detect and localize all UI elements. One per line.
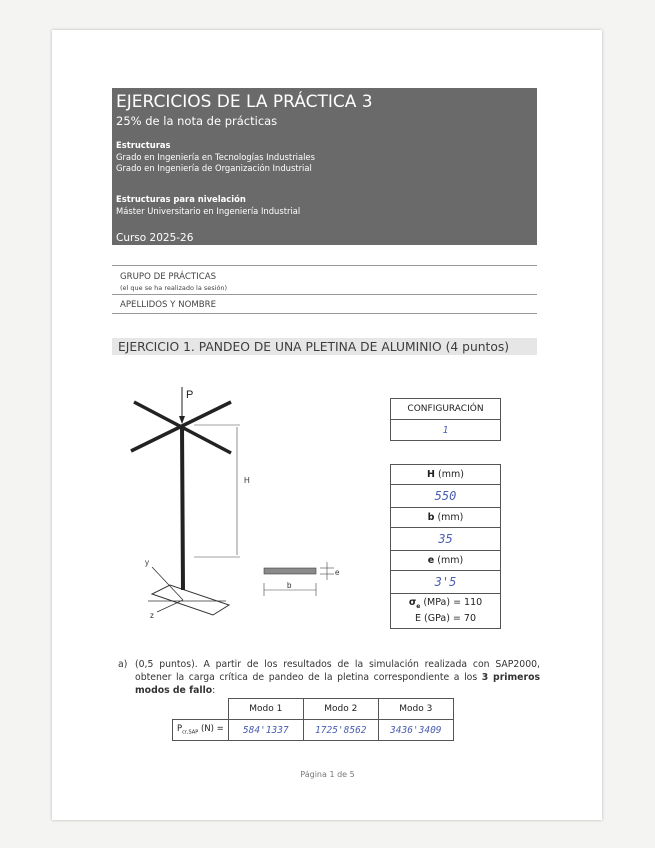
column <box>182 426 183 590</box>
row-label-sub: cr,SAP <box>182 729 199 736</box>
h-unit: (mm) <box>435 469 464 480</box>
label-z: z <box>150 611 154 620</box>
course1-line2: Grado en Ingeniería de Organización Industrial <box>116 163 312 173</box>
sigma-sub: e <box>416 602 421 610</box>
question-text <box>135 658 540 697</box>
e-label-cell <box>391 551 501 571</box>
question-text-end: : <box>212 685 216 696</box>
mode3-value: 3436'3409 <box>378 720 453 741</box>
mode1-header: Modo 1 <box>228 699 303 720</box>
modes-table <box>172 698 454 741</box>
y-axis <box>152 567 183 600</box>
exercise-title: EJERCICIO 1. PANDEO DE UNA PLETINA DE ALUMINIO (4 puntos) <box>118 340 510 354</box>
cross-section <box>264 568 316 574</box>
e-unit: (mm) <box>434 555 464 566</box>
grupo-label: GRUPO DE PRÁCTICAS <box>120 272 217 282</box>
row-label-rest: (N) = <box>198 724 224 735</box>
question-text-bold: 3 primeros modos de fallo <box>135 672 540 696</box>
grupo-sublabel: (el que se ha realizado la sesión) <box>120 284 228 292</box>
mode2-value: 1725'8562 <box>303 720 378 741</box>
b-value: 35 <box>391 528 501 551</box>
config-header: CONFIGURACIÓN <box>391 399 501 420</box>
document-subtitle: 25% de la nota de prácticas <box>116 114 278 128</box>
question-text-part: (0,5 puntos). A partir de los resultados de la simulación realizada con SAP2000, obtener la carga crítica de pandeo de la pletina correspondiente a los <box>135 659 540 683</box>
b-label: b <box>427 512 435 523</box>
question-label: a) <box>118 659 128 670</box>
label-e: e <box>335 568 340 577</box>
config-value: 1 <box>391 420 501 441</box>
course1-line1: Grado en Ingeniería en Tecnologías Industriales <box>116 151 315 162</box>
h-label: H <box>427 469 435 480</box>
b-unit: (mm) <box>434 512 464 523</box>
z-axis <box>157 600 183 612</box>
row-label-main: P <box>177 724 183 735</box>
load-arrowhead <box>179 416 185 424</box>
course2-line1: Máster Universitario en Ingeniería Industrial <box>116 205 301 216</box>
material-cell <box>391 594 501 629</box>
mode3-header: Modo 3 <box>378 699 453 720</box>
h-label-cell <box>391 465 501 485</box>
course-year: Curso 2025-26 <box>116 232 194 244</box>
b-label-cell <box>391 508 501 528</box>
document-title: EJERCICIOS DE LA PRÁCTICA 3 <box>116 92 373 112</box>
label-b: b <box>287 581 292 590</box>
label-p: P <box>186 389 194 401</box>
sigma-value: (MPa) = 110 <box>420 597 483 609</box>
e-label: e <box>427 555 435 566</box>
config-table <box>390 398 501 441</box>
mode2-header: Modo 2 <box>303 699 378 720</box>
row-label <box>173 720 229 741</box>
page-footer: Página 1 de 5 <box>300 770 355 779</box>
label-y: y <box>145 558 149 567</box>
nombre-label: APELLIDOS Y NOMBRE <box>120 300 217 310</box>
mode1-value: 584'1337 <box>228 720 303 741</box>
e-value: 3'5 <box>391 571 501 594</box>
base-plate <box>152 585 229 615</box>
params-table <box>390 464 501 629</box>
modulus-value: E (GPa) = 70 <box>414 612 476 624</box>
h-value: 550 <box>391 485 501 508</box>
label-h: H <box>244 476 250 485</box>
sigma-symbol: σ <box>408 597 417 609</box>
course2-heading: Estructuras para nivelación <box>116 194 246 204</box>
course1-heading: Estructuras <box>116 140 171 150</box>
empty-corner <box>173 699 229 720</box>
